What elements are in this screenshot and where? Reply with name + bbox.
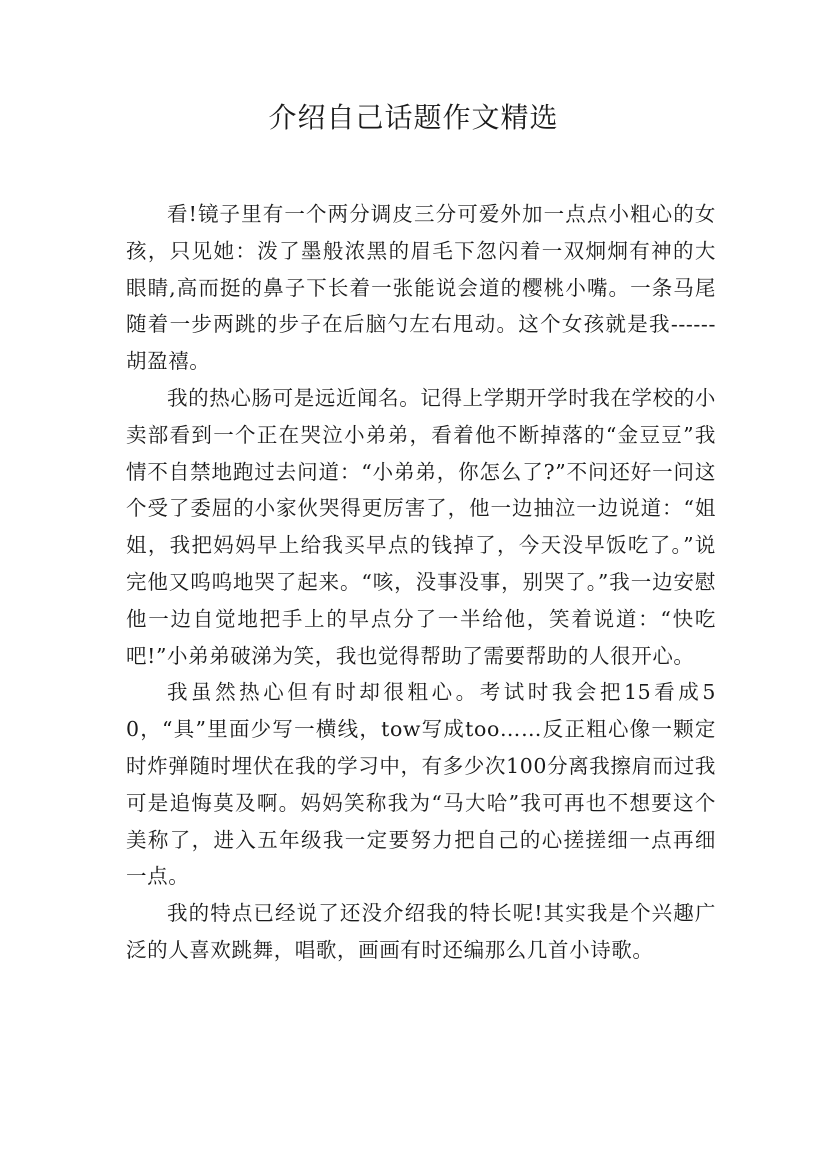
document-title: 介绍自己话题作文精选 bbox=[268, 101, 559, 134]
paragraph-careless: 我虽然热心但有时却很粗心。考试时我会把15看成50，“具”里面少写一横线，tow写成too……反正粗心像一颗定时炸弹随时埋伏在我的学习中，有多少次100分离我擦肩而过我可是追悔莫及啊。妈妈笑称我为“马大哈”我可再也不想要这个美称了，进入五年级我一定要努力把自己的心搓搓细一点再细一点。 bbox=[126, 680, 716, 889]
paragraph-warm-hearted: 我的热心肠可是远近闻名。记得上学期开学时我在学校的小卖部看到一个正在哭泣小弟弟，看着他不断掉落的“金豆豆”我情不自禁地跑过去问道：“小弟弟，你怎么了?”不问还好一问这个受了委屈的小家伙哭得更厉害了，他一边抽泣一边说道：“姐姐，我把妈妈早上给我买早点的钱掉了，今天没早饭吃了。”说完他又呜呜地哭了起来。“咳，没事没事，别哭了。”我一边安慰他一边自觉地把手上的早点分了一半给他，笑着说道：“快吃吧!”小弟弟破涕为笑，我也觉得帮助了需要帮助的人很开心。 bbox=[126, 385, 716, 668]
paragraph-intro: 看!镜子里有一个两分调皮三分可爱外加一点点小粗心的女孩，只见她：泼了墨般浓黑的眉毛下忽闪着一双炯炯有神的大眼睛,高而挺的鼻子下长着一张能说会道的樱桃小嘴。一条马尾随着一步两跳的步子在后脑勺左右甩动。这个女孩就是我------胡盈禧。 bbox=[126, 202, 716, 374]
paragraph-hobbies: 我的特点已经说了还没介绍我的特长呢!其实我是个兴趣广泛的人喜欢跳舞，唱歌，画画有时还编那么几首小诗歌。 bbox=[126, 901, 716, 962]
document-body bbox=[126, 196, 716, 969]
